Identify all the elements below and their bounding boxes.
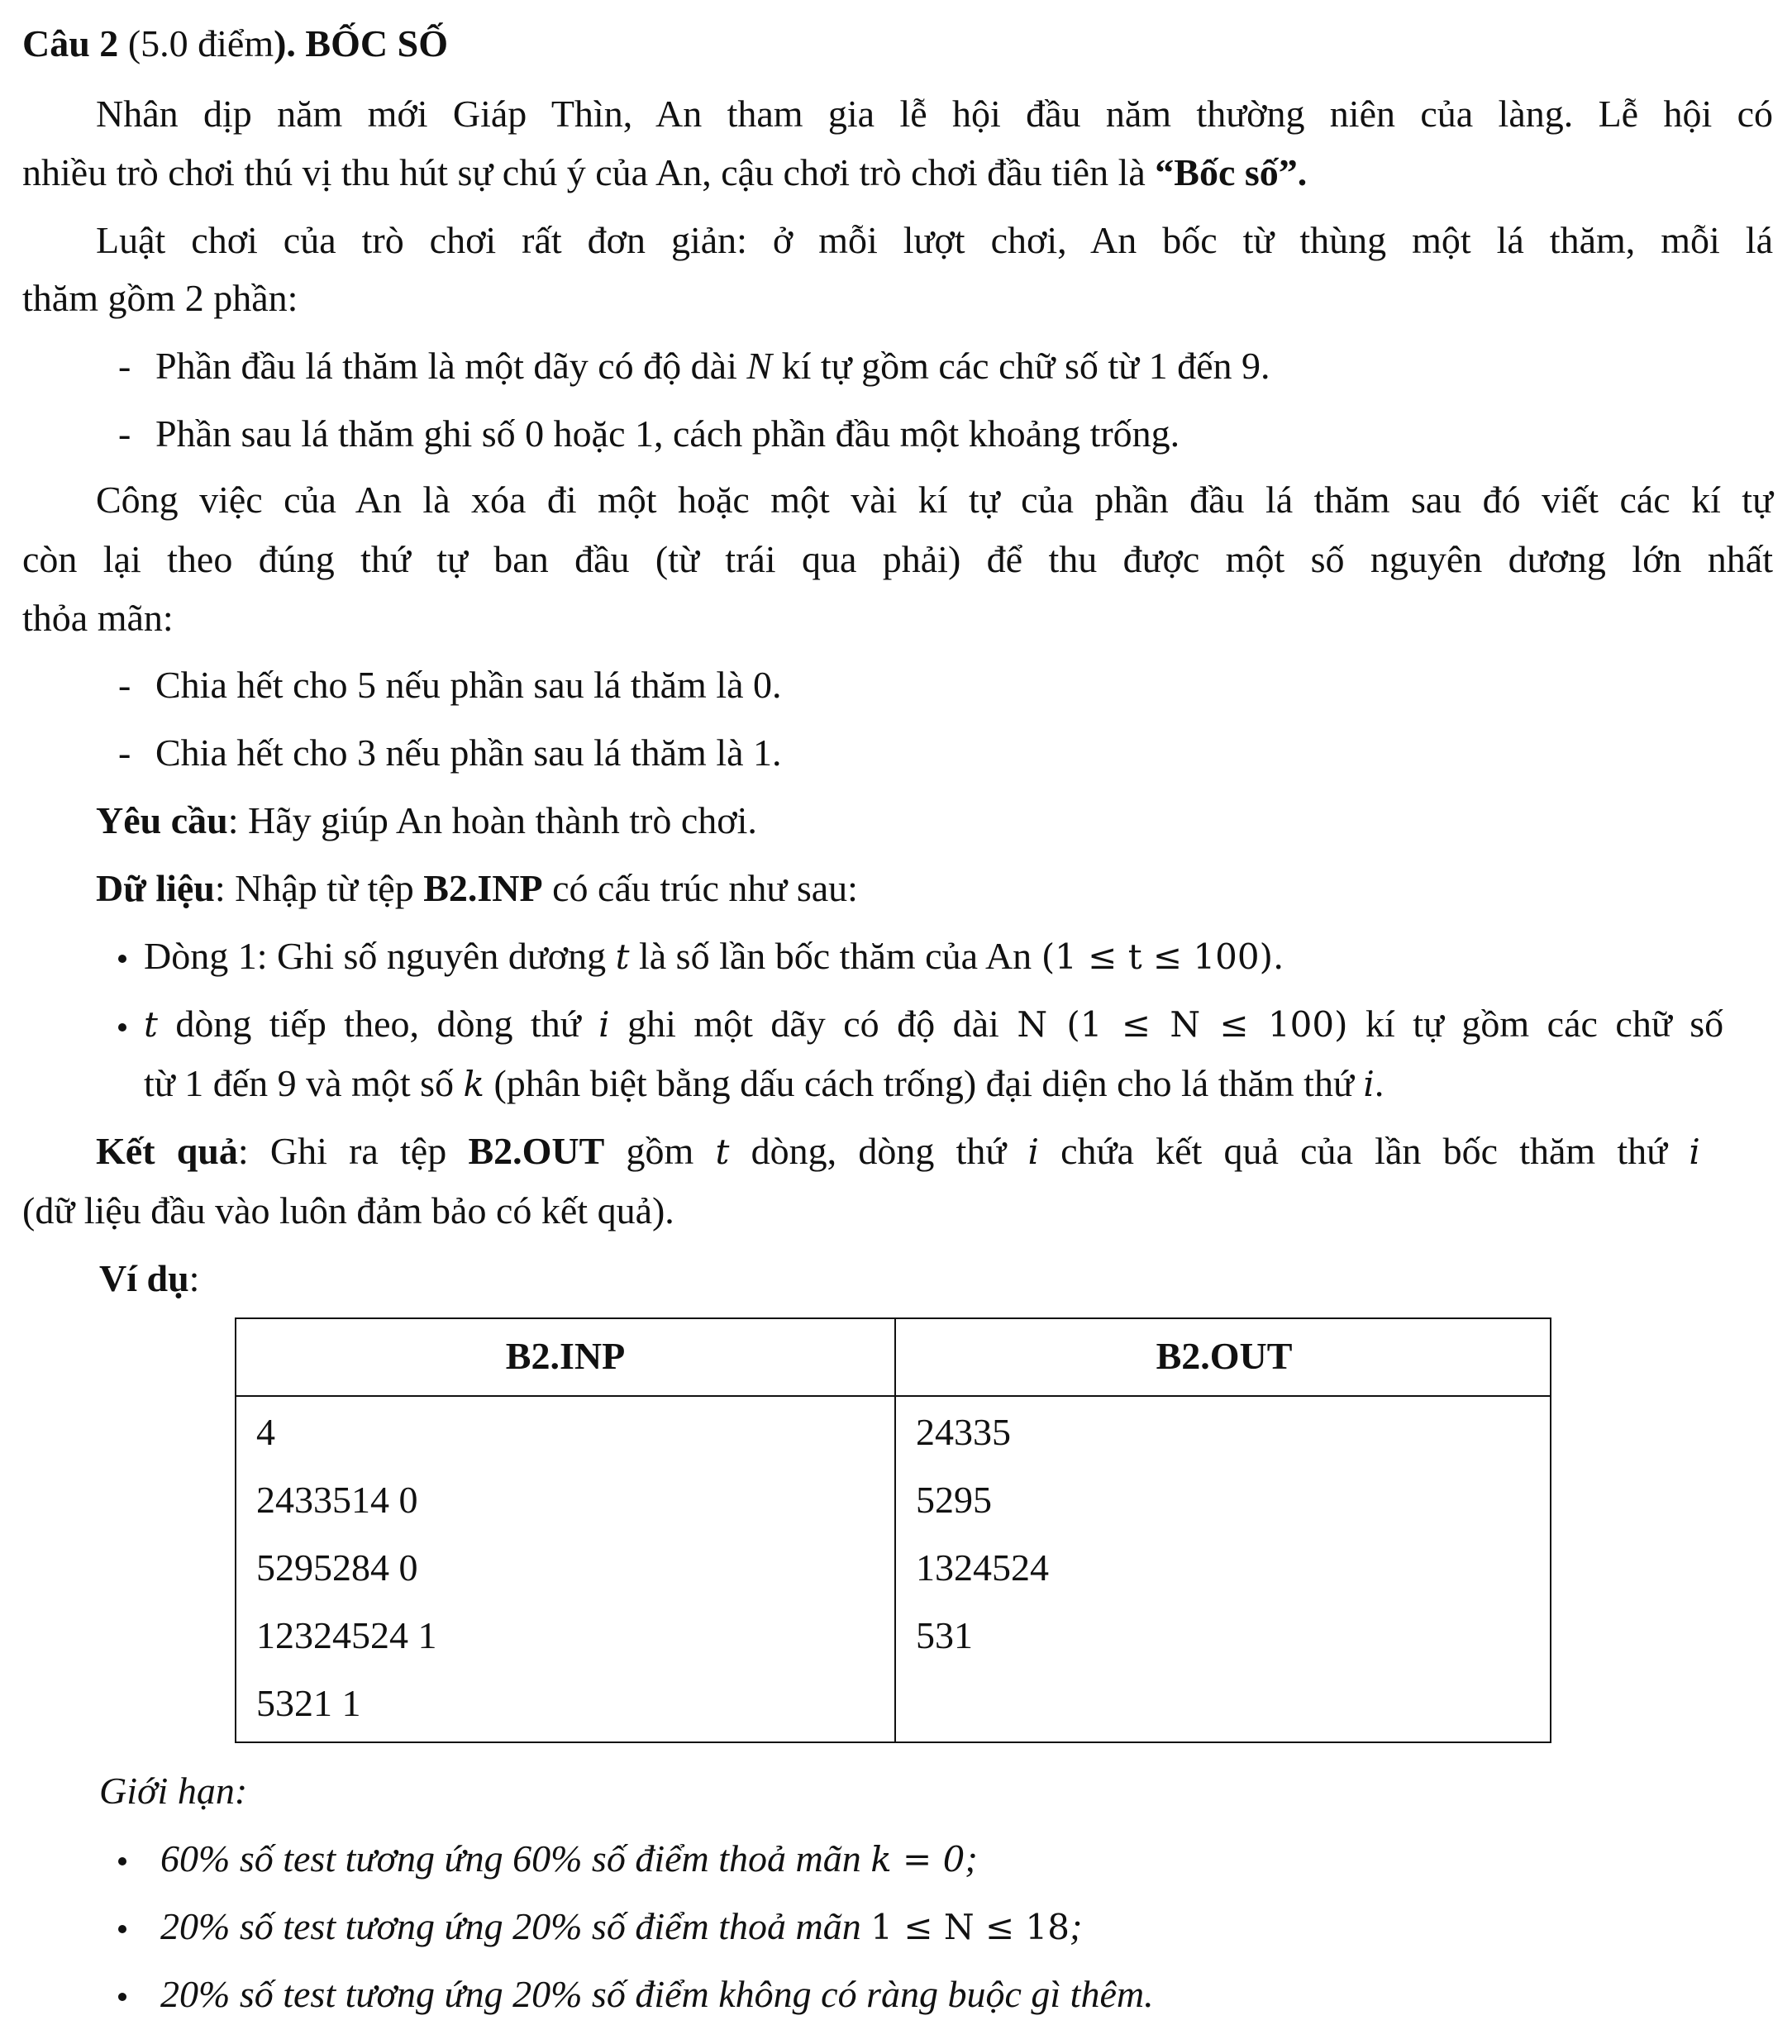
example-colon: : bbox=[188, 1257, 200, 1299]
part-1-text-end: kí tự gồm các chữ số từ 1 đến 9. bbox=[772, 345, 1270, 387]
output-text-d: chứa kết quả của lần bốc thăm thứ bbox=[1038, 1130, 1690, 1172]
input-spec-2-a: dòng tiếp theo, dòng thứ bbox=[157, 1003, 599, 1045]
table-header-divider bbox=[236, 1395, 1550, 1397]
bullet-icon bbox=[118, 955, 126, 963]
requirement-line bbox=[96, 799, 757, 841]
output-cell: 531 bbox=[916, 1614, 973, 1656]
limit-2-text: 20% số test tương ứng 20% số điểm thoả mãn bbox=[160, 1905, 871, 1947]
math-var-t: t bbox=[615, 936, 630, 977]
output-cell: 1324524 bbox=[916, 1546, 1049, 1589]
task-paragraph-line-3: thỏa mãn: bbox=[22, 597, 174, 639]
limit-1-math: k = 0 bbox=[870, 1839, 965, 1880]
input-data-text: : Nhập từ tệp bbox=[214, 867, 424, 909]
input-cell: 5321 1 bbox=[256, 1682, 361, 1724]
input-spec-1-mid: là số lần bốc thăm của An bbox=[629, 935, 1041, 977]
example-heading bbox=[99, 1257, 200, 1299]
limit-1-end: ; bbox=[965, 1837, 978, 1880]
input-cell: 4 bbox=[256, 1411, 275, 1453]
output-text-c: dòng, dòng thứ bbox=[729, 1130, 1028, 1172]
math-var-i: i bbox=[1689, 1132, 1700, 1172]
game-name: “Bốc số”. bbox=[1155, 151, 1308, 193]
example-table bbox=[235, 1317, 1551, 1743]
input-data-label: Dữ liệu bbox=[96, 867, 215, 909]
bullet-icon bbox=[118, 1023, 126, 1032]
condition-2-item: Chia hết cho 3 nếu phần sau lá thăm là 1. bbox=[155, 731, 782, 774]
part-1-item bbox=[155, 347, 1270, 385]
limit-item-2 bbox=[160, 1905, 1083, 1947]
math-var-i: i bbox=[1363, 1064, 1375, 1104]
output-file-name: B2.OUT bbox=[468, 1130, 605, 1172]
dash-marker: - bbox=[118, 345, 131, 387]
limit-1-text: 60% số test tương ứng 60% số điểm thoả mãn bbox=[160, 1837, 871, 1880]
input-spec-2-b: ghi một dãy có độ dài bbox=[609, 1003, 1018, 1045]
intro-paragraph-line-1: Nhân dịp năm mới Giáp Thìn, An tham gia lễ hội đầu năm thường niên của làng. Lễ hội có bbox=[96, 93, 1773, 135]
math-var-i: i bbox=[598, 1004, 610, 1045]
input-spec-3-c: . bbox=[1374, 1062, 1385, 1104]
output-text-a: : Ghi ra tệp bbox=[237, 1130, 469, 1172]
output-text-b: gồm bbox=[604, 1130, 716, 1172]
heading-title: ). BỐC SỐ bbox=[274, 22, 448, 64]
limits-heading: Giới hạn: bbox=[99, 1770, 248, 1812]
output-label: Kết quả bbox=[96, 1130, 238, 1172]
task-paragraph-line-2: còn lại theo đúng thứ tự ban đầu (từ trái qua phải) để thu được một số nguyên dương lớn nhất bbox=[22, 538, 1773, 580]
rules-paragraph-line-1: Luật chơi của trò chơi rất đơn giản: ở mỗi lượt chơi, An bốc từ thùng một lá thăm, mỗi lá bbox=[96, 219, 1773, 261]
intro-paragraph-line-2 bbox=[22, 151, 1308, 193]
task-paragraph-line-1: Công việc của An là xóa đi một hoặc một vài kí tự của phần đầu lá thăm sau đó viết các kí tự bbox=[96, 479, 1773, 521]
input-data-text-end: có cấu trúc như sau: bbox=[542, 867, 858, 909]
math-constraint-t: (1 ≤ t ≤ 100). bbox=[1041, 936, 1284, 977]
requirement-label: Yêu cầu bbox=[96, 799, 228, 841]
bullet-icon bbox=[118, 1857, 126, 1865]
math-var-t: t bbox=[144, 1004, 158, 1045]
requirement-text: : Hãy giúp An hoàn thành trò chơi. bbox=[227, 799, 757, 841]
dash-marker: - bbox=[118, 664, 131, 706]
part-2-item: Phần sau lá thăm ghi số 0 hoặc 1, cách phần đầu một khoảng trống. bbox=[155, 412, 1180, 455]
input-data-line bbox=[96, 867, 858, 909]
rules-paragraph-line-2: thăm gồm 2 phần: bbox=[22, 277, 298, 319]
output-cell: 24335 bbox=[916, 1411, 1011, 1453]
table-header-input: B2.INP bbox=[505, 1335, 626, 1377]
example-label: Ví dụ bbox=[99, 1257, 189, 1299]
input-spec-3-b: (phân biệt bằng dấu cách trống) đại diện cho lá thăm thứ bbox=[484, 1062, 1364, 1104]
problem-heading bbox=[22, 22, 448, 64]
table-column-divider bbox=[894, 1319, 896, 1741]
dash-marker: - bbox=[118, 412, 131, 455]
input-spec-line-3 bbox=[144, 1062, 1385, 1104]
math-var-k: k bbox=[463, 1064, 484, 1104]
heading-label: Câu 2 bbox=[22, 22, 119, 64]
condition-1-item: Chia hết cho 5 nếu phần sau lá thăm là 0. bbox=[155, 664, 782, 706]
output-spec-line-2: (dữ liệu đầu vào luôn đảm bảo có kết quả). bbox=[22, 1189, 674, 1232]
input-cell: 12324524 1 bbox=[256, 1614, 437, 1656]
input-cell: 2433514 0 bbox=[256, 1479, 418, 1521]
table-header-output: B2.OUT bbox=[1156, 1335, 1293, 1377]
limit-item-1 bbox=[160, 1837, 978, 1880]
limit-2-end: ; bbox=[1069, 1905, 1083, 1947]
bullet-icon bbox=[118, 1993, 126, 2001]
limit-2-math: 1 ≤ N ≤ 18 bbox=[870, 1907, 1070, 1947]
input-spec-3-a: từ 1 đến 9 và một số bbox=[144, 1062, 464, 1104]
bullet-icon bbox=[118, 1925, 126, 1933]
input-spec-line-2 bbox=[144, 1005, 1723, 1043]
output-cell: 5295 bbox=[916, 1479, 992, 1521]
limit-item-3: 20% số test tương ứng 20% số điểm không có ràng buộc gì thêm. bbox=[160, 1973, 1154, 2015]
dash-marker: - bbox=[118, 731, 131, 774]
input-cell: 5295284 0 bbox=[256, 1546, 418, 1589]
math-var-i: i bbox=[1027, 1132, 1039, 1172]
input-spec-2-c: kí tự gồm các chữ số bbox=[1347, 1003, 1724, 1045]
output-spec-line-1 bbox=[96, 1132, 1700, 1170]
math-constraint-n: N (1 ≤ N ≤ 100) bbox=[1017, 1004, 1348, 1045]
input-spec-1-text: Dòng 1: Ghi số nguyên dương bbox=[144, 935, 616, 977]
intro-line-2-text: nhiều trò chơi thú vị thu hút sự chú ý của An, cậu chơi trò chơi đầu tiên là bbox=[22, 151, 1156, 193]
part-1-var: N bbox=[746, 345, 773, 387]
math-var-t: t bbox=[715, 1132, 730, 1172]
heading-points: (5.0 điểm bbox=[118, 22, 274, 64]
input-spec-line-1 bbox=[144, 937, 1284, 975]
part-1-text: Phần đầu lá thăm là một dãy có độ dài bbox=[155, 345, 747, 387]
input-file-name: B2.INP bbox=[423, 867, 543, 909]
